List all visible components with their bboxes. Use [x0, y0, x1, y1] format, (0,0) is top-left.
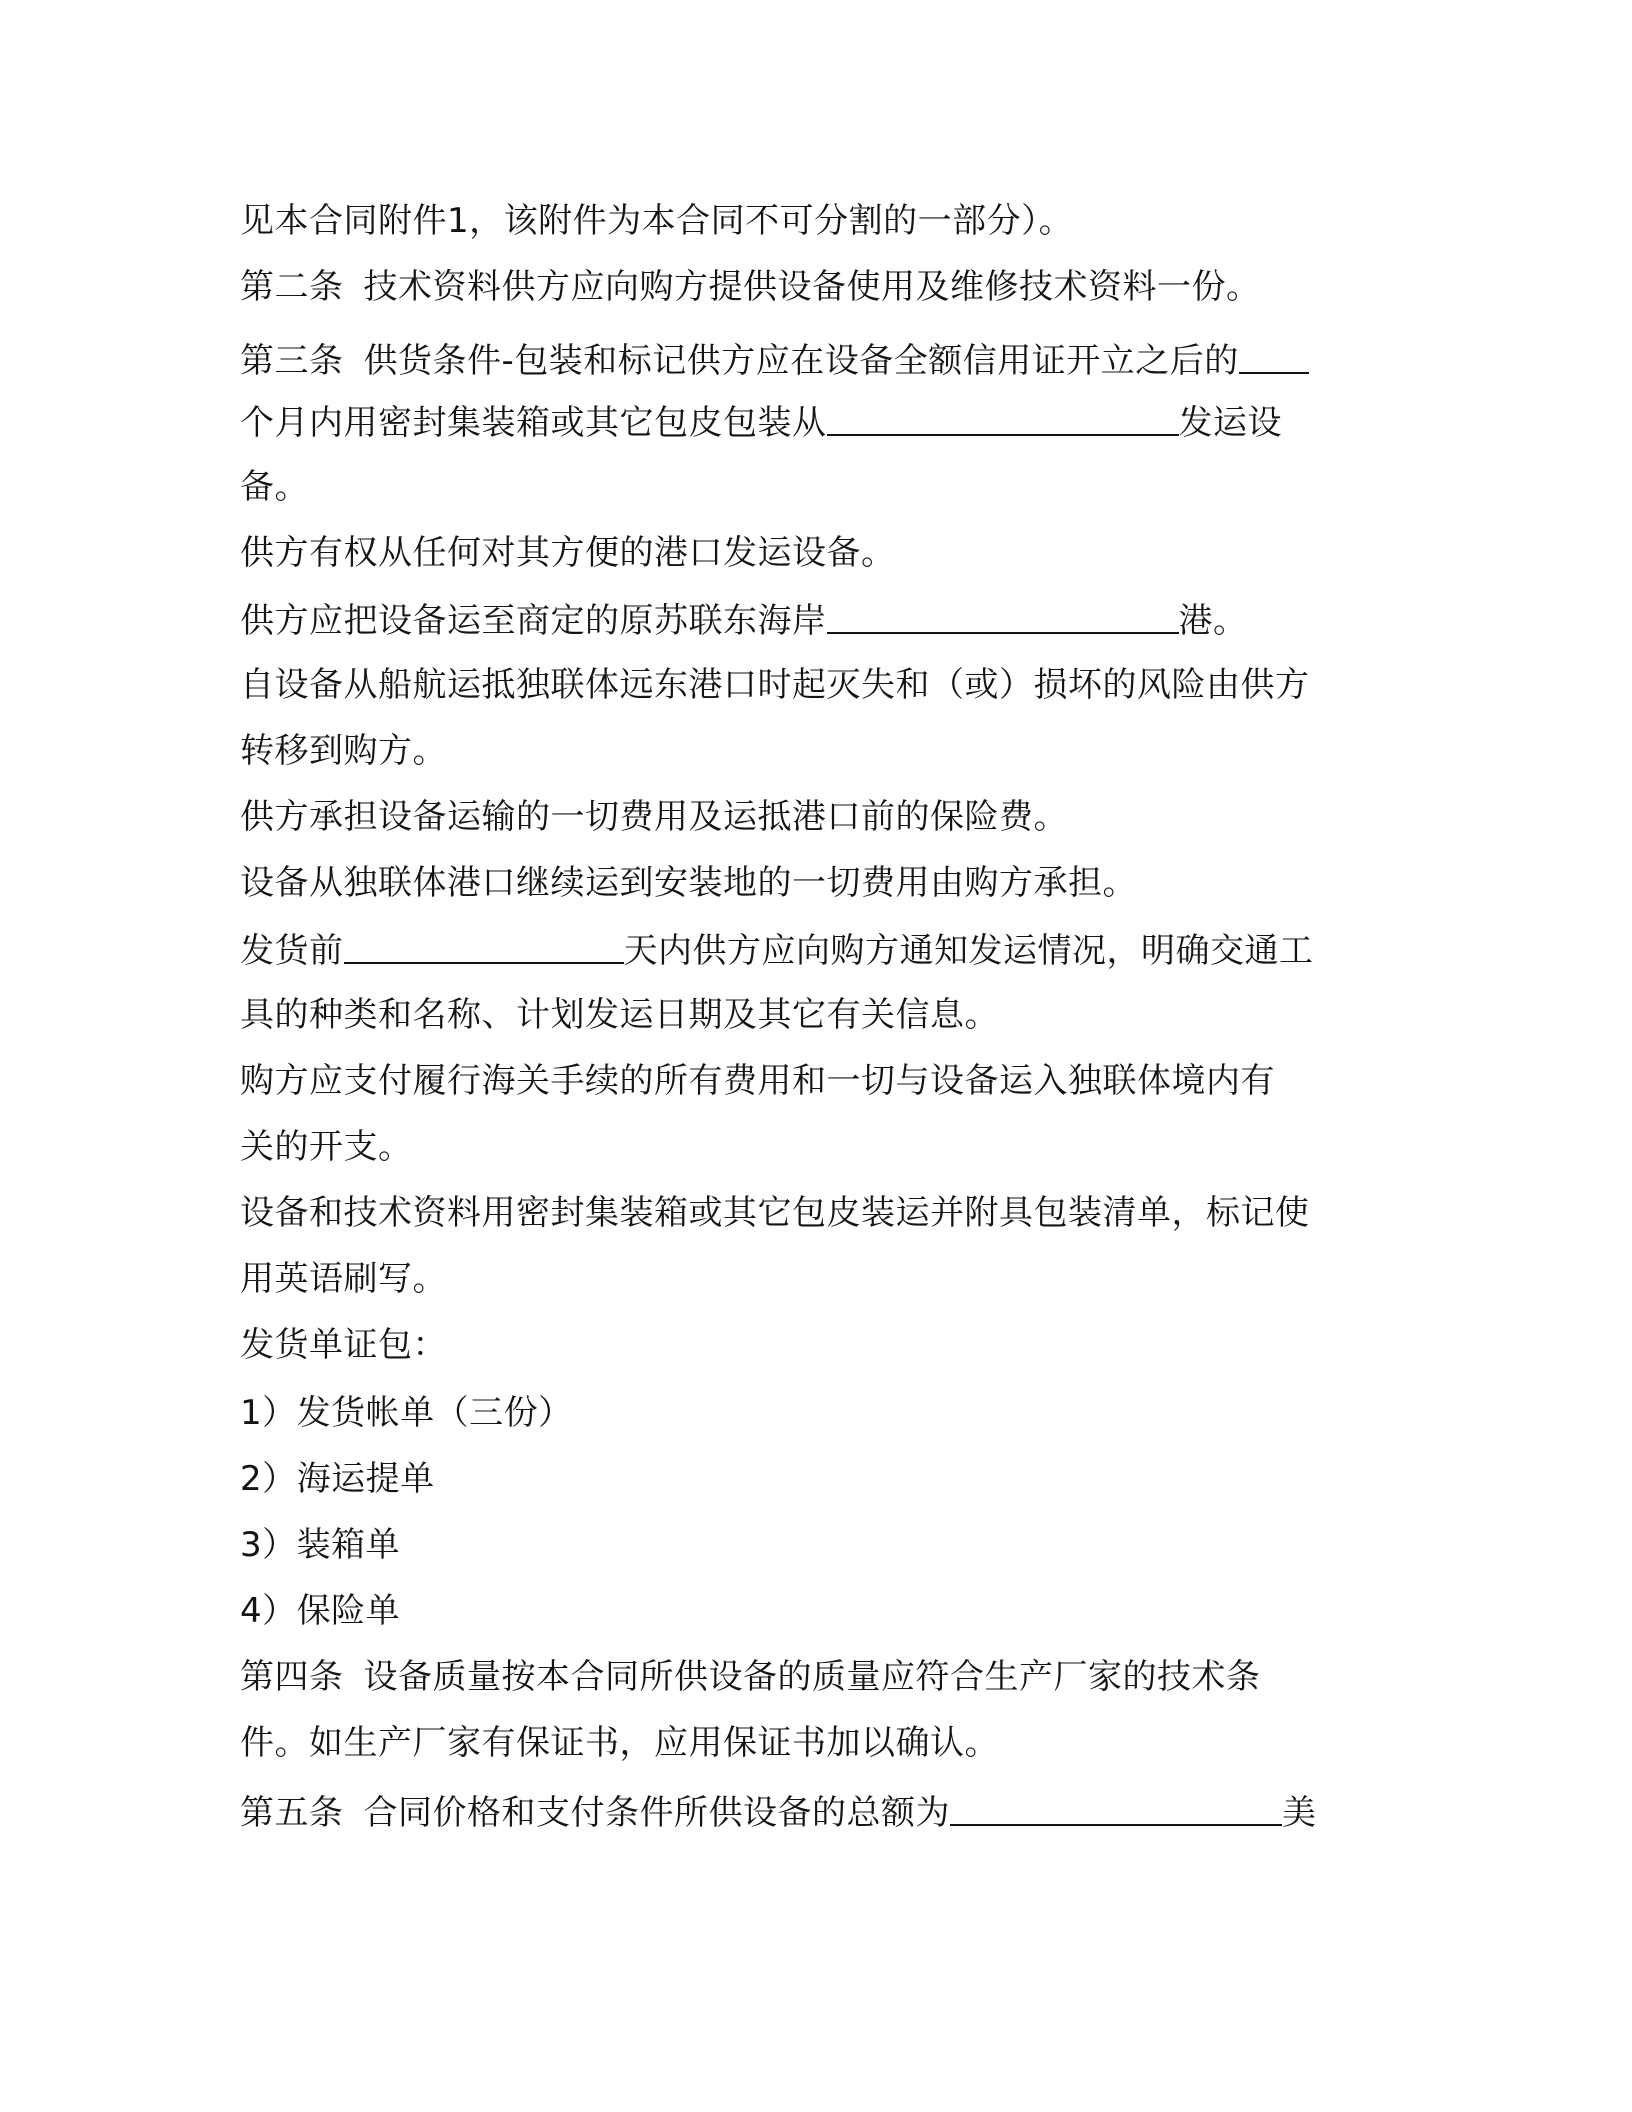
- text-line: [240, 594, 1248, 644]
- list-item: [240, 1388, 573, 1438]
- list-item-text: 3）装箱单: [240, 1525, 401, 1565]
- text-span: 设备质量按本合同所供设备的质量应符合生产厂家的技术条: [363, 1657, 1261, 1697]
- text-span: 供货条件-包装和标记供方应在设备全额信用证开立之后的: [363, 341, 1239, 381]
- text-line: [240, 528, 896, 578]
- text-span: 用英语刷写。: [240, 1259, 447, 1299]
- text-line: [240, 196, 1073, 246]
- text-line: [240, 1122, 413, 1172]
- text-line: [240, 1056, 1275, 1106]
- fill-in-blank: [950, 1786, 1282, 1826]
- text-line: [240, 990, 999, 1040]
- text-line: [240, 396, 1282, 446]
- text-line: [240, 858, 1137, 908]
- text-span: 美: [1282, 1793, 1317, 1833]
- text-line: [240, 1188, 1310, 1238]
- text-line: [240, 1718, 999, 1768]
- text-span: 供方有权从任何对其方便的港口发运设备。: [240, 533, 896, 573]
- list-item-text: 1）发货帐单（三份）: [240, 1393, 573, 1433]
- article-2-heading-line: [240, 262, 1261, 312]
- text-line: [240, 726, 447, 776]
- fill-in-blank: [827, 594, 1179, 634]
- text-span: 供方承担设备运输的一切费用及运抵港口前的保险费。: [240, 797, 1068, 837]
- article-4-heading-line: [240, 1652, 1261, 1702]
- text-span: 设备从独联体港口继续运到安装地的一切费用由购方承担。: [240, 863, 1137, 903]
- text-span: 技术资料供方应向购方提供设备使用及维修技术资料一份。: [363, 267, 1261, 307]
- list-item: [240, 1454, 435, 1504]
- text-span: 关的开支。: [240, 1127, 413, 1167]
- text-span: 个月内用密封集装箱或其它包皮包装从: [240, 403, 827, 443]
- text-span: 见本合同附件1，该附件为本合同不可分割的一部分）。: [240, 201, 1074, 241]
- text-span: 转移到购方。: [240, 731, 447, 771]
- article-number: 第三条: [240, 341, 344, 381]
- article-number: 第四条: [240, 1657, 344, 1697]
- text-span: 合同价格和支付条件所供设备的总额为: [363, 1793, 950, 1833]
- text-span: 自设备从船航运抵独联体远东港口时起灭失和（或）损坏的风险由供方: [240, 665, 1310, 705]
- text-span: 供方应把设备运至商定的原苏联东海岸: [240, 601, 827, 641]
- text-line: [240, 1254, 447, 1304]
- text-span: 发货前: [240, 931, 344, 971]
- fill-in-blank: [827, 396, 1179, 436]
- text-line: [240, 660, 1310, 710]
- article-number: 第二条: [240, 267, 344, 307]
- fill-in-blank: [1239, 334, 1309, 374]
- article-3-heading-line: [240, 334, 1309, 384]
- article-5-heading-line: [240, 1786, 1317, 1836]
- text-span: 备。: [240, 467, 309, 507]
- text-line: [240, 792, 1068, 842]
- article-number: 第五条: [240, 1793, 344, 1833]
- text-span: 发货单证包：: [240, 1325, 447, 1365]
- text-span: 具的种类和名称、计划发运日期及其它有关信息。: [240, 995, 999, 1035]
- list-item: [240, 1586, 400, 1636]
- text-span: 设备和技术资料用密封集装箱或其它包皮装运并附具包装清单，标记使: [240, 1193, 1310, 1233]
- text-line: [240, 462, 309, 512]
- list-item-text: 4）保险单: [240, 1591, 401, 1631]
- text-span: 港。: [1178, 601, 1248, 641]
- list-item-text: 2）海运提单: [240, 1459, 435, 1499]
- list-item: [240, 1520, 400, 1570]
- text-span: 发运设: [1178, 403, 1282, 443]
- fill-in-blank: [344, 924, 624, 964]
- text-span: 件。如生产厂家有保证书，应用保证书加以确认。: [240, 1723, 999, 1763]
- text-span: 购方应支付履行海关手续的所有费用和一切与设备运入独联体境内有: [240, 1061, 1275, 1101]
- text-line: [240, 924, 1314, 974]
- text-line: [240, 1320, 447, 1370]
- text-span: 天内供方应向购方通知发运情况，明确交通工: [623, 931, 1314, 971]
